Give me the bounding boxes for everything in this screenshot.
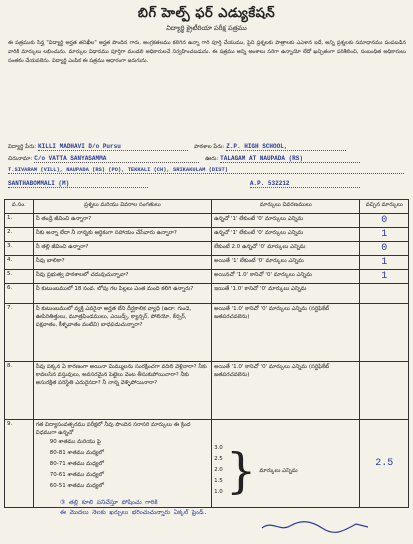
marks-cell: 1 bbox=[360, 270, 409, 284]
form-subtitle: విద్యార్థి క్రైటీరియా పరీక్ష పత్రము bbox=[166, 24, 247, 32]
table-row: 9. గత విద్యాసంవత్సరము పరీక్షలో నీవు పొందిన సరాసరి మార్కులు ఈ క్రింద విధముగా ఉన్నచో 90 శాతము మరియు పై 80-81 శాతము మధ్యలో 80-71 శాతము మధ్యలో 70-61 శాతము మధ్యలో 60-51 శాతము మధ్యలో 3.0 2.5 2.0 1.5 1.0 } మార్కులు ఎన్నిమ 2.5 bbox=[5, 420, 409, 508]
table-row: 2. నీకు అన్నా లేదా నీ నాన్నకు ఆర్థికంగా సహాయం చేసేవారు ఉన్నారా? ఉన్నచో '1' లేకుంటే '0' మార్కులు ఎన్నిమ 1 bbox=[5, 228, 409, 242]
place-label: ఊరు: bbox=[205, 156, 219, 162]
signature-scribble bbox=[260, 518, 370, 534]
student-address-row bbox=[8, 155, 360, 167]
school-label: పాఠశాల పేరు: bbox=[193, 144, 225, 150]
table-row: 7. నీ కుటుంబములో వ్యక్తి ఎవరైనా అర్హత లేని దీర్ఘకాలిక వ్యాధి (ఉదా: గుండె, ఊపిరితిత్తులు, మూత్రపిండములు, ఎయిడ్స్, క్యాన్సర్, పోలియో, కేన్సర్, పక్షవాతం, కీళ్ళవాతం వంటివి) బాధపడుచున్నారా? అయితే '1.0' కానిచో '0' మార్కులు ఎన్నిమ (సర్టిఫికేట్ జతపరచవలెను) bbox=[5, 304, 409, 362]
name-value: KILLI MADHAVI D/o Pursu bbox=[38, 143, 188, 151]
header-marks: వచ్చిన మార్కులు bbox=[360, 200, 409, 214]
marks-cell: 1 bbox=[360, 228, 409, 242]
school-value: Z.P. HIGH SCHOOL, bbox=[226, 143, 346, 151]
marks-cell bbox=[360, 362, 409, 420]
student-address-line2: T.SIVARAM (VILL), NAUPADA (RS) (PO), TEKKALI (CH), SRIKAKULAM (DIST) bbox=[8, 167, 404, 179]
form-title: బిగ్ హెల్ప్ ఫర్ ఎడ్యుకేషన్ bbox=[137, 6, 276, 21]
name-label: విద్యార్థి పేరు: bbox=[8, 144, 37, 150]
table-row: 6. నీ కుటుంబములో 18 సంవ. లోపు గల పిల్లలు ఎంత మంది కలిగి ఉన్నారు? ఇయితే '1.0' కానిచో '0' మార్కులు ఎన్నిమ bbox=[5, 284, 409, 304]
handwritten-note: ③ తల్లి కూలి పనిచేస్తూ పోషించు గారికి ఈ మెుదలు నెలకు ఖర్చులు భరించుచున్నారు ఏక్కల్ ఫ్రెండ్. bbox=[60, 499, 208, 516]
table-row: 1. నీ తండ్రి జీవించి ఉన్నారా? ఉన్నచో '1' లేకుంటే '0' మార్కులు ఎన్నిమ 0 bbox=[5, 214, 409, 228]
table-row: 8. నీవు పక్కన ఏ కారణంగా అయినా మిమ్ములను సంరక్షించగా వదిలి వెళ్లినారా? నీకు కావలసిన వస్తువులు, అవసరమైన పెట్టెలు వెంట తీసుకుపోయినారా? నీకు అసురక్షిత పరిస్థితి ఎదురైనదా? నీ నాన్న వెళ్ళిపోయినారా? అయితే '1.0' కానిచో '0' మార్కులు ఎన్నిమ (సర్టిఫికేట్ జతపరచవలెను) bbox=[5, 362, 409, 420]
criteria-table bbox=[4, 199, 409, 508]
marks-cell: 0 bbox=[360, 242, 409, 256]
grade-ranges: 90 శాతము మరియు పై 80-81 శాతము మధ్యలో 80-71 శాతము మధ్యలో 70-61 శాతము మధ్యలో 60-51 శాతము మధ్యలో bbox=[49, 439, 104, 489]
table-header-row bbox=[5, 200, 409, 214]
marks-cell bbox=[360, 304, 409, 362]
student-address-line3: SANTHABOMMALI (M) A.P. 532212 bbox=[8, 180, 360, 192]
address-value: C/o VATTA SANYASAMMA bbox=[34, 155, 199, 163]
address-label: చిరునామా: bbox=[8, 156, 33, 162]
marks-cell: 1 bbox=[360, 256, 409, 270]
place-value: TALAGAM AT NAUPADA (RS) bbox=[220, 155, 360, 163]
form-intro: ఈ పత్రముకు సిన్హ "విద్యార్థి అర్హత తనిఖీల" అర్హత పొందిన గారు, అంగ్రకతలము కలిగిన ఉన్నా గారి పూర్తి చేయుము, పైని ప్రశ్నలకు పాత్రాలకు ఎఎశాన ఇదే, అన్ని ప్రశ్నలకు సమాధానము పంపబడిన వారికి మార్కులు లభించును. మార్కుల విధానము పూర్తిగా మండలి అధికారులచే నిర్వహించబడును. ఈ పత్రము అన్ని అంశాలు సరిగా ఉన్నాయో లేదో ఖచ్చితంగా పరిశీలించి, సంబంధిత అధికారులు సంతకం చేయవలెను. విద్యార్థి ఎంపిక ఈ పత్రము ఆధారంగా జరుగును. bbox=[8, 40, 406, 64]
header-no: వ.సం. bbox=[5, 200, 34, 214]
header-question: ప్రశ్నలు మరియు వివరాల సంగతులు bbox=[33, 200, 211, 214]
score-scale: 3.0 2.5 2.0 1.5 1.0 } మార్కులు ఎన్నిమ bbox=[214, 442, 298, 499]
header-criteria: మార్కులు వివరణములు bbox=[212, 200, 360, 214]
brace-icon: } bbox=[225, 442, 257, 499]
table-row: 4. నీవు బాలికా? అయితే '1' లేకుంటే '0' మార్కులు ఎన్నిమ 1 bbox=[5, 256, 409, 270]
marks-cell bbox=[360, 284, 409, 304]
marks-cell: 0 bbox=[360, 214, 409, 228]
marks-cell: 2.5 bbox=[360, 420, 409, 508]
pin-value: A.P. 532212 bbox=[250, 180, 360, 188]
table-row: 5. నీవు ప్రభుత్వ పాఠశాలలో చదువుచున్నావా? అయినచో '1.0' కానిచో '0' మార్కులు ఎన్నిమ 1 bbox=[5, 270, 409, 284]
student-name-row bbox=[8, 143, 346, 155]
table-row: 3. నీ తల్లి జీవించి ఉన్నారా? లేకుంటే 2.0 ఉన్నచో '0' మార్కులు ఎన్నిమ 0 bbox=[5, 242, 409, 256]
